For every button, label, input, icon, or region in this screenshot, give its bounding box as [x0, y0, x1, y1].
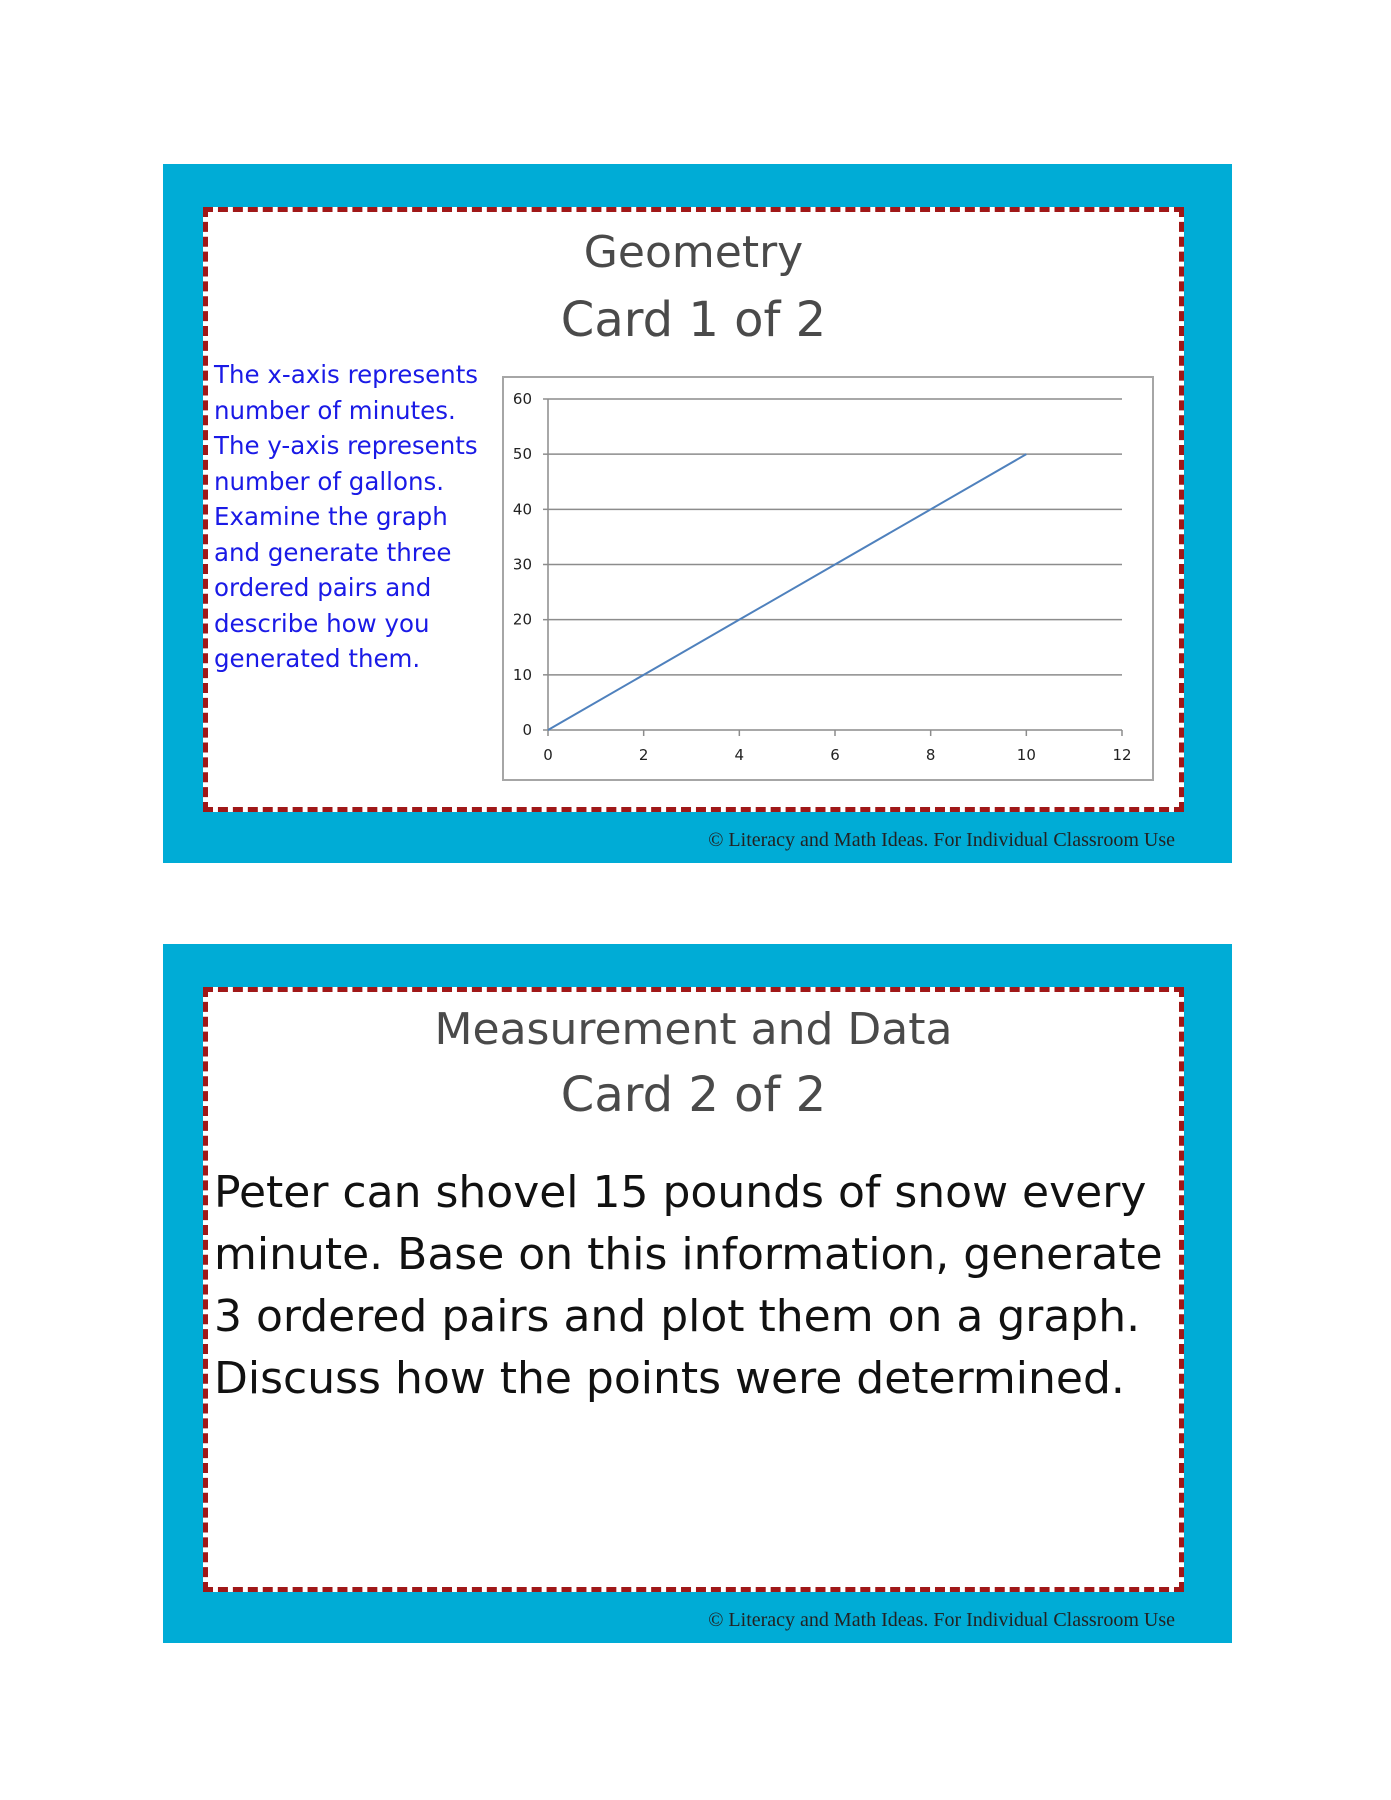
card-title: Measurement and Data [434, 1004, 953, 1055]
card-prompt: The x-axis represents number of minutes. The y-axis represents number of gallons. Examine the graph and generate three ordered pairs and describe how you generated them. [214, 360, 479, 673]
y-tick-label: 10 [512, 665, 532, 684]
card-title: Geometry [583, 227, 804, 278]
y-tick-label: 40 [512, 500, 532, 519]
x-tick-label: 8 [925, 746, 936, 764]
x-tick-label: 6 [830, 746, 840, 764]
y-tick-label: 0 [522, 721, 532, 739]
copyright-footer: © Literacy and Math Ideas. For Individual Classroom Use [708, 1609, 1175, 1631]
x-tick-label: 0 [543, 746, 553, 764]
measurement-card [163, 944, 1232, 1643]
series-line [548, 454, 1026, 730]
x-tick-label: 2 [638, 746, 649, 764]
x-tick-label: 4 [734, 746, 745, 764]
card-inner-dashed-frame [203, 987, 1184, 1592]
card-inner-dashed-frame [203, 207, 1184, 812]
x-tick-label: 12 [1112, 746, 1132, 764]
card-number: Card 2 of 2 [560, 1067, 827, 1123]
geometry-card [163, 164, 1232, 863]
copyright-footer: © Literacy and Math Ideas. For Individual Classroom Use [708, 829, 1175, 851]
line-chart [502, 376, 1154, 781]
x-tick-label: 10 [1016, 746, 1036, 764]
card-prompt: Peter can shovel 15 pounds of snow every minute. Base on this information, generate 3 ordered pairs and plot them on a graph. Discuss how the points were determined. [214, 1167, 1163, 1404]
line-chart-svg [504, 378, 1152, 779]
y-tick-label: 20 [512, 610, 532, 629]
y-tick-label: 60 [512, 390, 532, 408]
y-tick-label: 30 [512, 555, 532, 574]
card-number: Card 1 of 2 [560, 292, 827, 348]
y-tick-label: 50 [512, 445, 532, 464]
